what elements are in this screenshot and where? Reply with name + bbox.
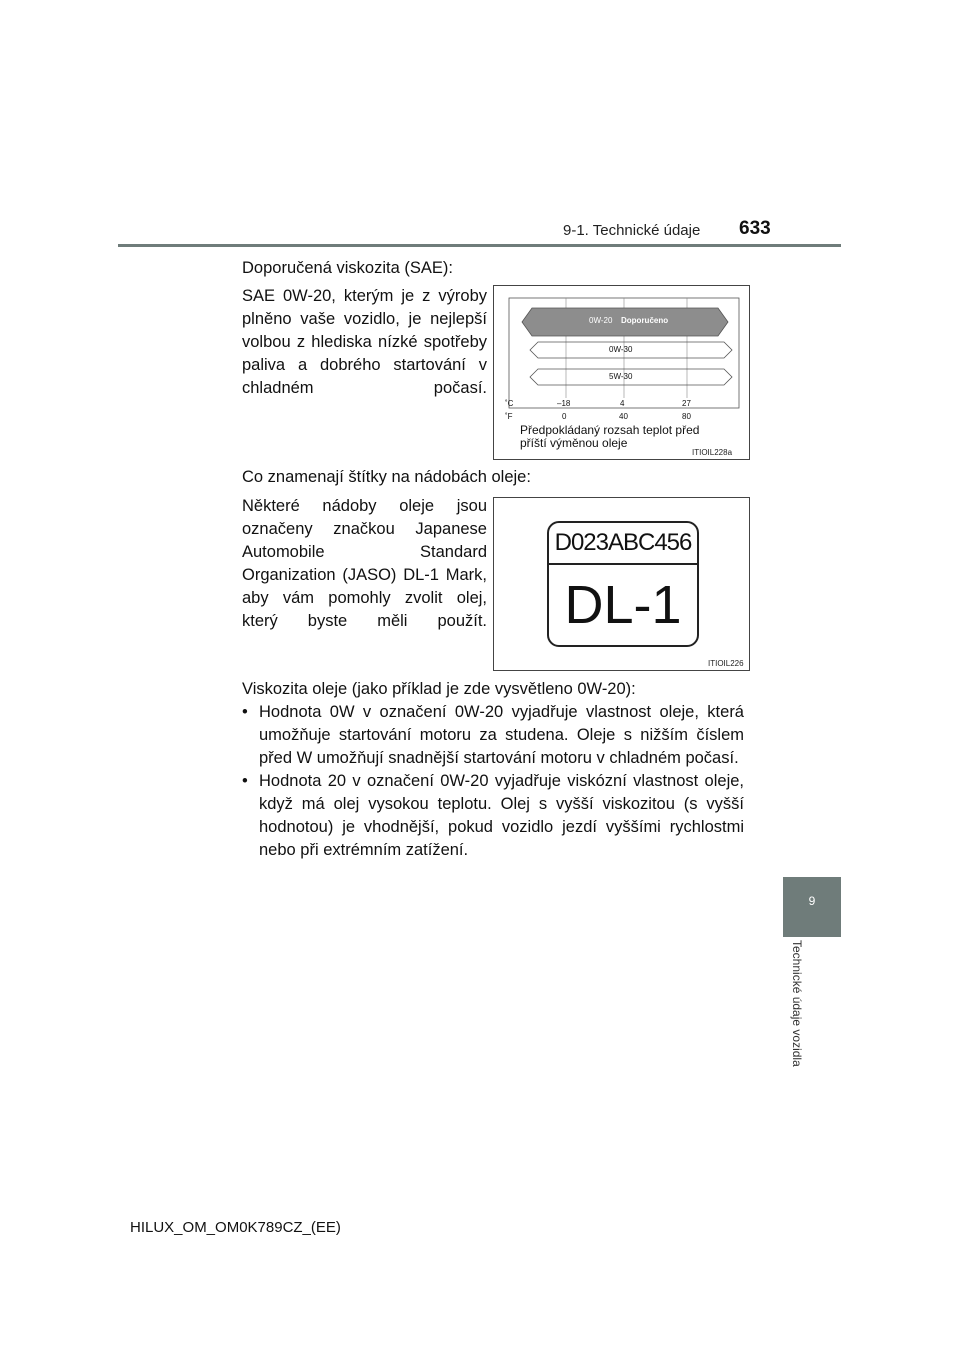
recommended-tag: Doporučeno: [621, 316, 669, 325]
bar-label-5w30: 5W-30: [609, 372, 633, 381]
sae-heading: Doporučená viskozita (SAE):: [242, 259, 453, 277]
label-code: D023ABC456: [549, 523, 697, 565]
dl1-mark: DL-1: [564, 575, 682, 635]
oil-container-label: [547, 521, 699, 647]
fahrenheit-unit: ˚F: [505, 412, 513, 421]
page-number: 633: [739, 218, 771, 239]
bar-label-0w20: 0W-20: [589, 316, 613, 325]
header-divider: [118, 244, 841, 247]
celsius-tick: –18: [557, 399, 571, 408]
explain-list: [242, 701, 744, 862]
figure-id: ITIOIL226: [708, 659, 744, 668]
labels-heading: Co znamenají štítky na nádobách oleje:: [242, 468, 531, 486]
document-code: HILUX_OM_OM0K789CZ_(EE): [130, 1219, 341, 1236]
labels-paragraph: Některé nádoby oleje jsou označeny značkou Japanese Automobile Standard Organization (JASO) DL-1 Mark, aby vám pomohly zvolit olej, který byste měli použít.: [242, 497, 487, 630]
chapter-label: Technické údaje vozidla: [790, 940, 804, 1067]
bar-label-0w30: 0W-30: [609, 345, 633, 354]
celsius-tick: 4: [620, 399, 625, 408]
viscosity-figure: [493, 285, 750, 460]
chapter-tab: 9: [783, 877, 841, 937]
running-header-section: 9-1. Technické údaje: [563, 222, 701, 239]
celsius-unit: ˚C: [505, 399, 514, 408]
explain-heading: Viskozita oleje (jako příklad je zde vysvětleno 0W-20):: [242, 680, 636, 698]
sae-paragraph: SAE 0W-20, kterým je z výroby plněno vaše vozidlo, je nejlepší volbou z hlediska nízké spotřeby paliva a dobrého startování v chladném počasí.: [242, 287, 487, 397]
fahrenheit-tick: 0: [562, 412, 567, 421]
fahrenheit-tick: 40: [619, 412, 628, 421]
list-item: • Hodnota 0W v označení 0W-20 vyjadřuje vlastnost oleje, která umožňuje startování motoru za studena. Oleje s nižším číslem před W umožňují snadnější startování motoru v chladném počasí.: [242, 703, 744, 767]
figure-caption: Předpokládaný rozsah teplot před příští výměnou oleje: [520, 423, 700, 450]
celsius-tick: 27: [682, 399, 691, 408]
list-item: • Hodnota 20 v označení 0W-20 vyjadřuje viskózní vlastnost oleje, když má olej vysokou teplotu. Olej s vyšší viskozitou (s vyšší hodnotou) je vhodnější, pokud vozidlo jezdí vyššími rychlostmi nebo při extrémním zatížení.: [242, 772, 744, 859]
oil-label-figure: [493, 497, 750, 671]
fahrenheit-tick: 80: [682, 412, 691, 421]
figure-id: ITIOIL228a: [692, 448, 733, 457]
